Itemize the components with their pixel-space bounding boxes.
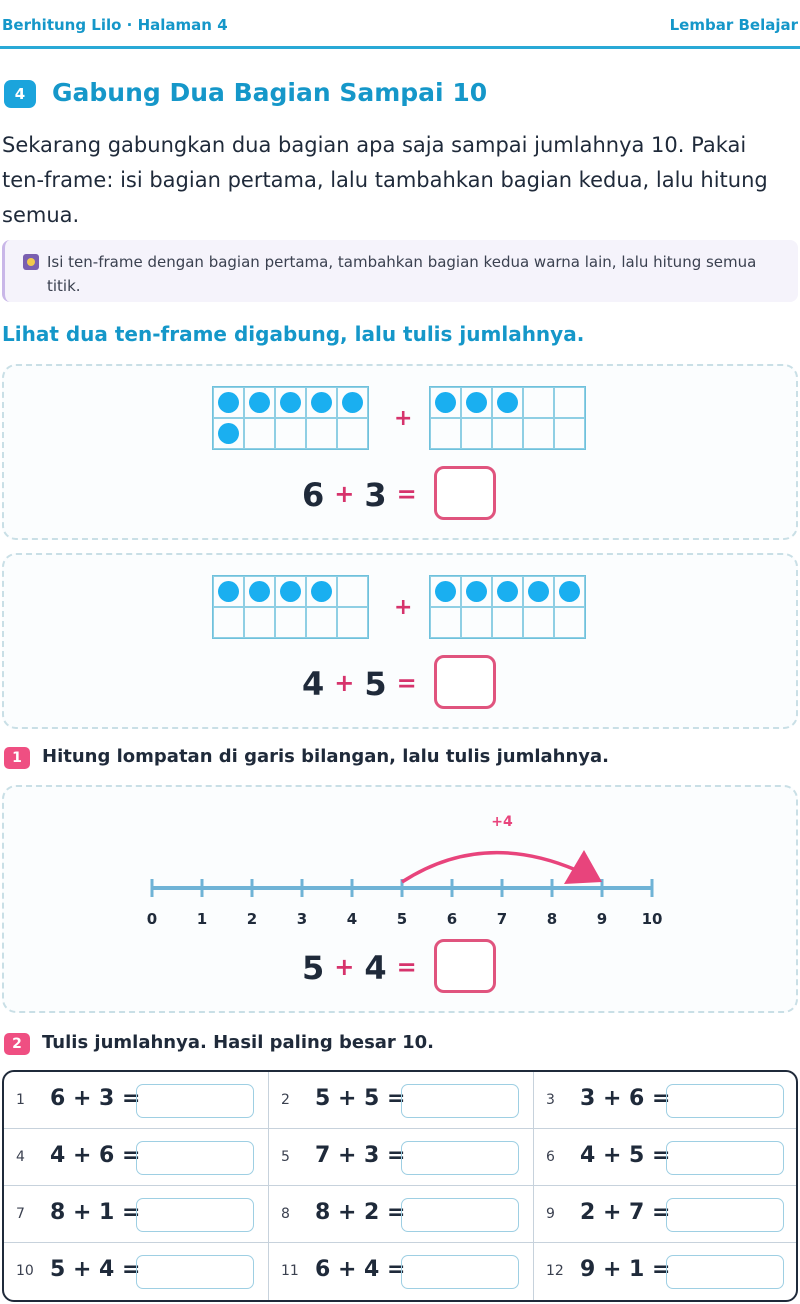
ten-frame-b: [429, 386, 586, 450]
practice-item: [4, 1072, 269, 1129]
filled-dot-cell: [244, 387, 275, 418]
question-2-title: Tulis jumlahnya. Hasil paling besar 10.: [42, 1032, 434, 1053]
page-header: [0, 0, 800, 49]
item-expression: 5 + 5 =: [315, 1086, 406, 1111]
equation: [302, 476, 427, 514]
tip-text: Isi ten-frame dengan bagian pertama, tambahkan bagian kedua warna lain, lalu hitung semua titik.: [47, 253, 757, 295]
equation: [302, 665, 427, 703]
item-expression: 3 + 6 =: [580, 1086, 671, 1111]
empty-cell: [306, 418, 337, 449]
plus-sign: +: [334, 480, 355, 508]
item-expression: 7 + 3 =: [315, 1143, 406, 1168]
practice-item: [534, 1129, 796, 1186]
number-line-tick-label: 5: [396, 910, 408, 928]
filled-dot-cell: [461, 576, 492, 607]
ten-frame-a: [212, 575, 369, 639]
answer-box[interactable]: [434, 939, 496, 993]
item-answer-box[interactable]: [401, 1141, 519, 1175]
section-number-badge: 4: [4, 80, 36, 108]
practice-item: [269, 1243, 534, 1300]
practice-item: [269, 1072, 534, 1129]
filled-dot-cell: [430, 387, 461, 418]
filled-dot-cell: [213, 576, 244, 607]
item-answer-box[interactable]: [401, 1084, 519, 1118]
empty-cell: [337, 607, 368, 638]
number-line-tick-label: 2: [246, 910, 258, 928]
item-answer-box[interactable]: [666, 1255, 784, 1289]
item-number: 4: [16, 1149, 25, 1165]
filled-dot-cell: [554, 576, 585, 607]
item-answer-box[interactable]: [666, 1141, 784, 1175]
number-line-box: [2, 785, 798, 1013]
empty-cell: [275, 607, 306, 638]
item-answer-box[interactable]: [136, 1255, 254, 1289]
item-expression: 8 + 2 =: [315, 1200, 406, 1225]
filled-dot-cell: [337, 387, 368, 418]
filled-dot-cell: [306, 576, 337, 607]
item-expression: 5 + 4 =: [50, 1257, 141, 1282]
empty-cell: [461, 418, 492, 449]
number-line-tick-label: 1: [196, 910, 208, 928]
item-number: 5: [281, 1149, 290, 1165]
tip-box: [2, 240, 798, 302]
empty-cell: [554, 418, 585, 449]
filled-dot-cell: [430, 576, 461, 607]
intro-text: Sekarang gabungkan dua bagian apa saja sampai jumlahnya 10. Pakai ten-frame: isi bagian pertama, lalu tambahkan bagian kedua, lalu hitung semua.: [2, 133, 768, 227]
practice-item: [4, 1243, 269, 1300]
number-line-tick-label: 6: [446, 910, 458, 928]
empty-cell: [430, 607, 461, 638]
jump-label: +4: [491, 814, 513, 830]
item-answer-box[interactable]: [401, 1198, 519, 1232]
addend-b: 5: [364, 665, 387, 703]
practice-item: [534, 1072, 796, 1129]
addend-b: 4: [364, 949, 387, 987]
section-title: Gabung Dua Bagian Sampai 10: [52, 78, 488, 107]
empty-cell: [430, 418, 461, 449]
practice-item: [269, 1129, 534, 1186]
item-answer-box[interactable]: [136, 1198, 254, 1232]
addend-a: 5: [302, 949, 325, 987]
plus-sign: +: [394, 595, 413, 620]
teacher-icon: [23, 254, 39, 270]
empty-cell: [337, 576, 368, 607]
filled-dot-cell: [213, 387, 244, 418]
item-answer-box[interactable]: [401, 1255, 519, 1289]
filled-dot-cell: [213, 418, 244, 449]
filled-dot-cell: [492, 387, 523, 418]
equals-sign: =: [396, 480, 417, 508]
filled-dot-cell: [492, 576, 523, 607]
practice-item: [4, 1129, 269, 1186]
answer-box[interactable]: [434, 466, 496, 520]
filled-dot-cell: [275, 387, 306, 418]
number-line-tick-label: 3: [296, 910, 308, 928]
empty-cell: [554, 607, 585, 638]
item-expression: 9 + 1 =: [580, 1257, 671, 1282]
empty-cell: [275, 418, 306, 449]
empty-cell: [213, 607, 244, 638]
number-line-tick-label: 4: [346, 910, 358, 928]
filled-dot-cell: [523, 576, 554, 607]
item-expression: 8 + 1 =: [50, 1200, 141, 1225]
answer-box[interactable]: [434, 655, 496, 709]
header-left-title: Berhitung Lilo · Halaman 4: [2, 16, 228, 34]
question-1-title: Hitung lompatan di garis bilangan, lalu tulis jumlahnya.: [42, 746, 609, 767]
number-line-tick-label: 9: [596, 910, 608, 928]
item-number: 11: [281, 1263, 299, 1279]
item-number: 2: [281, 1092, 290, 1108]
empty-cell: [523, 607, 554, 638]
plus-sign: +: [334, 953, 355, 981]
empty-cell: [523, 418, 554, 449]
question-2-badge: 2: [4, 1033, 30, 1055]
item-number: 10: [16, 1263, 34, 1279]
item-number: 12: [546, 1263, 564, 1279]
jump-arc: [402, 853, 576, 882]
item-expression: 6 + 3 =: [50, 1086, 141, 1111]
practice-grid: [2, 1070, 798, 1302]
plus-sign: +: [334, 669, 355, 697]
item-answer-box[interactable]: [136, 1084, 254, 1118]
item-number: 6: [546, 1149, 555, 1165]
number-line-tick-label: 10: [641, 910, 663, 928]
ten-frame-b: [429, 575, 586, 639]
item-answer-box[interactable]: [666, 1084, 784, 1118]
item-answer-box[interactable]: [666, 1198, 784, 1232]
empty-cell: [461, 607, 492, 638]
addend-a: 6: [302, 476, 325, 514]
empty-cell: [492, 607, 523, 638]
number-line-tick-label: 0: [146, 910, 158, 928]
filled-dot-cell: [461, 387, 492, 418]
item-expression: 4 + 6 =: [50, 1143, 141, 1168]
filled-dot-cell: [275, 576, 306, 607]
empty-cell: [306, 607, 337, 638]
tenframe-section-title: Lihat dua ten-frame digabung, lalu tulis jumlahnya.: [2, 322, 585, 346]
item-number: 8: [281, 1206, 290, 1222]
empty-cell: [244, 418, 275, 449]
practice-item: [534, 1243, 796, 1300]
empty-cell: [337, 418, 368, 449]
item-number: 1: [16, 1092, 25, 1108]
equals-sign: =: [396, 953, 417, 981]
tenframe-problem-2: [2, 553, 798, 729]
empty-cell: [492, 418, 523, 449]
header-right-title: Lembar Belajar: [669, 16, 798, 34]
item-number: 9: [546, 1206, 555, 1222]
empty-cell: [244, 607, 275, 638]
item-expression: 6 + 4 =: [315, 1257, 406, 1282]
equals-sign: =: [396, 669, 417, 697]
item-expression: 2 + 7 =: [580, 1200, 671, 1225]
number-line-tick-label: 7: [496, 910, 508, 928]
addend-b: 3: [364, 476, 387, 514]
number-line-tick-label: 8: [546, 910, 558, 928]
question-1-badge: 1: [4, 747, 30, 769]
item-answer-box[interactable]: [136, 1141, 254, 1175]
item-number: 7: [16, 1206, 25, 1222]
empty-cell: [523, 387, 554, 418]
filled-dot-cell: [306, 387, 337, 418]
practice-item: [269, 1186, 534, 1243]
practice-item: [4, 1186, 269, 1243]
addend-a: 4: [302, 665, 325, 703]
practice-item: [534, 1186, 796, 1243]
equation: [302, 949, 427, 987]
filled-dot-cell: [244, 576, 275, 607]
item-number: 3: [546, 1092, 555, 1108]
plus-sign: +: [394, 406, 413, 431]
empty-cell: [554, 387, 585, 418]
ten-frame-a: [212, 386, 369, 450]
item-expression: 4 + 5 =: [580, 1143, 671, 1168]
tenframe-problem-1: [2, 364, 798, 540]
